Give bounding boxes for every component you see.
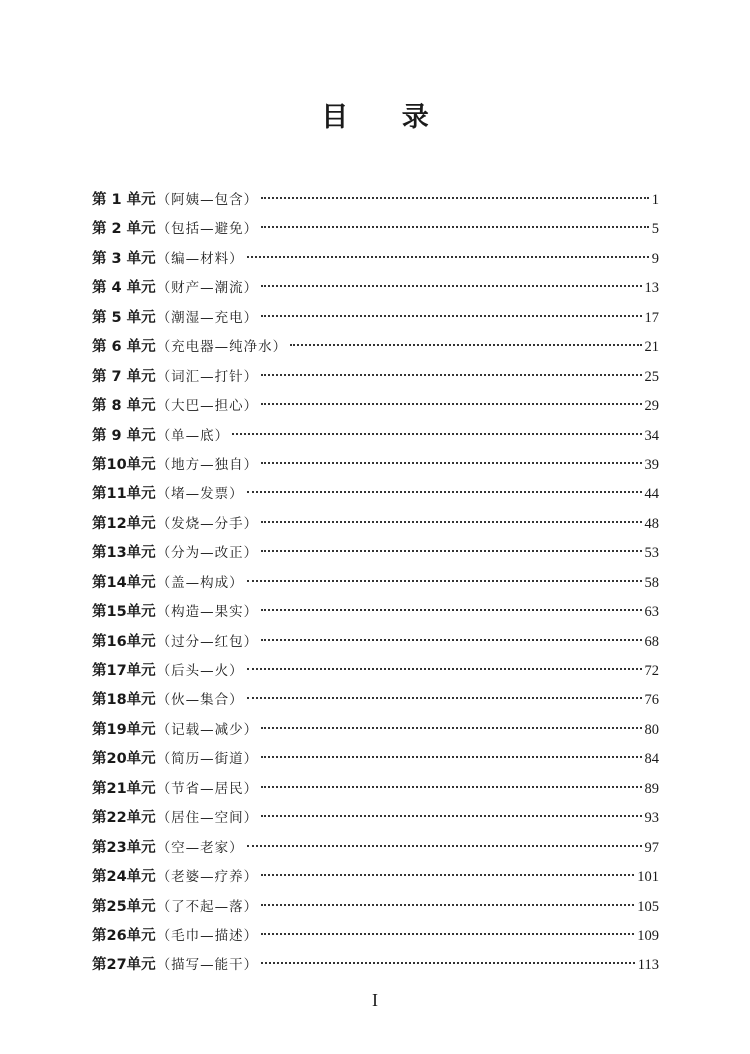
toc-entry[interactable] — [92, 215, 659, 244]
dot-leader — [247, 256, 649, 258]
toc-word-range: （潮湿—充电） — [156, 309, 259, 326]
table-of-contents — [92, 186, 659, 981]
toc-unit-label: 第24单元 — [92, 869, 156, 886]
toc-entry[interactable] — [92, 480, 659, 509]
dot-leader — [261, 403, 641, 405]
toc-entry[interactable] — [92, 893, 659, 922]
dot-leader — [261, 786, 641, 788]
toc-entry[interactable] — [92, 304, 659, 333]
toc-entry[interactable] — [92, 775, 659, 804]
toc-entry[interactable] — [92, 569, 659, 598]
toc-page-number: 48 — [644, 515, 659, 532]
toc-entry[interactable] — [92, 922, 659, 951]
toc-word-range: （老婆—疗养） — [156, 869, 259, 886]
dot-leader — [261, 550, 641, 552]
toc-unit-label: 第10单元 — [92, 456, 156, 473]
page-title: 目 录 — [321, 102, 451, 133]
toc-word-range: （发烧—分手） — [156, 515, 259, 532]
dot-leader — [290, 344, 641, 346]
toc-entry[interactable] — [92, 392, 659, 421]
toc-unit-label: 第18单元 — [92, 692, 156, 709]
dot-leader — [261, 521, 641, 523]
toc-page-number: 9 — [651, 250, 659, 267]
toc-unit-label: 第21单元 — [92, 780, 156, 797]
toc-entry[interactable] — [92, 628, 659, 657]
dot-leader — [261, 727, 641, 729]
dot-leader — [247, 697, 642, 699]
toc-word-range: （节省—居民） — [156, 780, 259, 797]
toc-word-range: （毛巾—描述） — [156, 927, 259, 944]
toc-word-range: （分为—改正） — [156, 545, 259, 562]
toc-word-range: （地方—独自） — [156, 456, 259, 473]
toc-unit-label: 第 2 单元 — [92, 221, 156, 238]
toc-word-range: （财产—潮流） — [156, 280, 259, 297]
toc-entry[interactable] — [92, 539, 659, 568]
toc-entry[interactable] — [92, 333, 659, 362]
toc-unit-label: 第 9 单元 — [92, 427, 156, 444]
dot-leader — [247, 580, 642, 582]
dot-leader — [261, 933, 634, 935]
toc-entry[interactable] — [92, 804, 659, 833]
toc-page-number: 25 — [644, 368, 659, 385]
toc-entry[interactable] — [92, 745, 659, 774]
toc-word-range: （包括—避免） — [156, 221, 259, 238]
dot-leader — [261, 874, 634, 876]
dot-leader — [247, 845, 642, 847]
toc-page-number: 58 — [644, 574, 659, 591]
toc-unit-label: 第 5 单元 — [92, 309, 156, 326]
toc-page-number: 101 — [637, 869, 659, 886]
toc-page-number: 34 — [644, 427, 659, 444]
toc-page-number: 53 — [644, 545, 659, 562]
toc-word-range: （词汇—打针） — [156, 368, 259, 385]
toc-unit-label: 第13单元 — [92, 545, 156, 562]
toc-unit-label: 第17单元 — [92, 663, 156, 679]
toc-page-number: 105 — [637, 898, 659, 915]
toc-unit-label: 第 3 单元 — [92, 250, 156, 267]
toc-entry[interactable] — [92, 863, 659, 892]
dot-leader — [232, 433, 641, 435]
toc-word-range: （后头—火） — [156, 663, 244, 679]
toc-unit-label: 第20单元 — [92, 751, 156, 768]
dot-leader — [261, 815, 641, 817]
toc-word-range: （居住—空间） — [156, 810, 259, 827]
toc-page-number: 76 — [644, 692, 659, 709]
toc-unit-label: 第19单元 — [92, 721, 156, 738]
toc-word-range: （构造—果实） — [156, 604, 259, 621]
toc-page-number: 13 — [644, 280, 659, 297]
dot-leader — [261, 285, 641, 287]
dot-leader — [247, 668, 642, 670]
toc-unit-label: 第16单元 — [92, 633, 156, 650]
toc-entry[interactable] — [92, 274, 659, 303]
toc-unit-label: 第 4 单元 — [92, 280, 156, 297]
toc-word-range: （描写—能干） — [156, 957, 259, 974]
toc-unit-label: 第 8 单元 — [92, 398, 156, 415]
toc-word-range: （记载—减少） — [156, 721, 259, 738]
toc-word-range: （盖—构成） — [156, 574, 244, 591]
dot-leader — [261, 315, 641, 317]
toc-word-range: （阿姨—包含） — [156, 192, 259, 208]
toc-word-range: （编—材料） — [156, 250, 244, 267]
toc-unit-label: 第 1 单元 — [92, 192, 156, 208]
toc-page-number: 89 — [644, 780, 659, 797]
dot-leader — [247, 491, 642, 493]
toc-entry[interactable] — [92, 451, 659, 480]
toc-page-number: 1 — [651, 192, 659, 208]
toc-entry[interactable] — [92, 363, 659, 392]
page-number: I — [372, 990, 378, 1010]
toc-page-number: 5 — [651, 221, 659, 238]
toc-word-range: （伙—集合） — [156, 692, 244, 709]
dot-leader — [261, 609, 641, 611]
toc-unit-label: 第 6 单元 — [92, 339, 156, 356]
toc-word-range: （大巴—担心） — [156, 398, 259, 415]
toc-page-number: 93 — [644, 810, 659, 827]
toc-entry[interactable] — [92, 657, 659, 686]
toc-page-number: 72 — [644, 663, 659, 679]
toc-unit-label: 第15单元 — [92, 604, 156, 621]
toc-word-range: （空—老家） — [156, 839, 244, 856]
toc-word-range: （过分—红包） — [156, 633, 259, 650]
toc-page-number: 84 — [644, 751, 659, 768]
toc-entry[interactable] — [92, 834, 659, 863]
toc-word-range: （堵—发票） — [156, 486, 244, 503]
toc-entry[interactable] — [92, 716, 659, 745]
toc-unit-label: 第22单元 — [92, 810, 156, 827]
dot-leader — [261, 374, 641, 376]
toc-entry[interactable] — [92, 598, 659, 627]
toc-entry[interactable] — [92, 686, 659, 715]
toc-word-range: （了不起—落） — [156, 898, 259, 915]
toc-page-number: 63 — [644, 604, 659, 621]
toc-unit-label: 第26单元 — [92, 927, 156, 944]
toc-page-number: 29 — [644, 398, 659, 415]
toc-unit-label: 第11单元 — [92, 486, 156, 503]
dot-leader — [261, 462, 641, 464]
dot-leader — [261, 756, 641, 758]
toc-entry[interactable] — [92, 422, 659, 451]
toc-unit-label: 第14单元 — [92, 574, 156, 591]
toc-entry[interactable] — [92, 510, 659, 539]
toc-page-number: 113 — [637, 957, 659, 974]
dot-leader — [261, 904, 634, 906]
dot-leader — [261, 639, 641, 641]
toc-unit-label: 第27单元 — [92, 957, 156, 974]
toc-entry[interactable] — [92, 186, 659, 215]
toc-page-number: 109 — [637, 927, 659, 944]
dot-leader — [261, 962, 635, 964]
toc-unit-label: 第23单元 — [92, 839, 156, 856]
toc-page-number: 21 — [644, 339, 659, 356]
toc-entry[interactable] — [92, 245, 659, 274]
toc-page-number: 97 — [644, 839, 659, 856]
toc-page-number: 44 — [644, 486, 659, 503]
toc-page-number: 39 — [644, 456, 659, 473]
toc-unit-label: 第12单元 — [92, 515, 156, 532]
toc-word-range: （充电器—纯净水） — [156, 339, 288, 356]
toc-page-number: 17 — [644, 309, 659, 326]
dot-leader — [261, 197, 649, 199]
dot-leader — [261, 226, 649, 228]
toc-word-range: （单—底） — [156, 427, 230, 444]
toc-unit-label: 第25单元 — [92, 898, 156, 915]
toc-word-range: （简历—街道） — [156, 751, 259, 768]
toc-entry[interactable] — [92, 951, 659, 980]
toc-page-number: 68 — [644, 633, 659, 650]
toc-page-number: 80 — [644, 721, 659, 738]
toc-unit-label: 第 7 单元 — [92, 368, 156, 385]
